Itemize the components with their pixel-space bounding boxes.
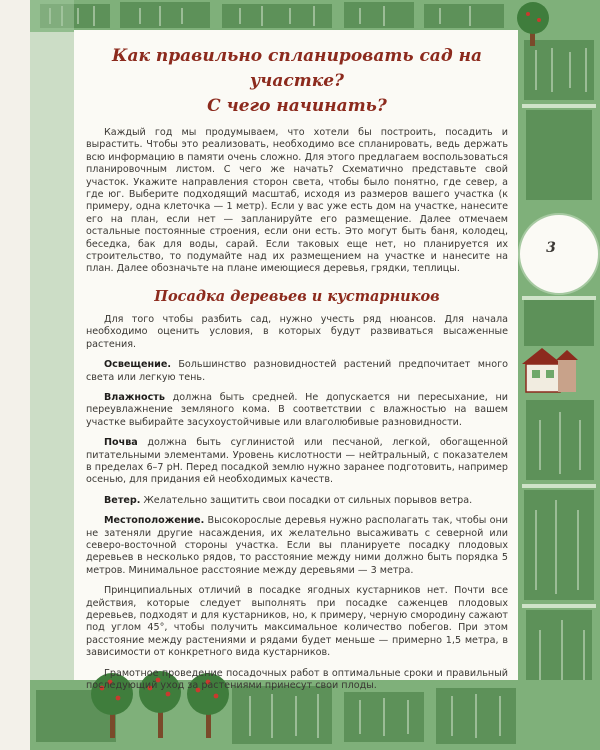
page-number: 3 bbox=[546, 240, 556, 256]
closing-paragraph: Грамотное проведение посадочных работ в оптимальные сроки и правильный последующий уход за растениями принесут свои плоды. bbox=[86, 667, 508, 692]
item-term: Влажность bbox=[104, 391, 165, 403]
page-title-line-2: С чего начинать? bbox=[207, 96, 387, 116]
item-term: Ветер. bbox=[104, 494, 141, 506]
shrubs-paragraph: Принципиальных отличий в посадке ягодных кустарников нет. Почти все действия, которые следует выполнять при посадке саженцев плодовых деревьев, подходят и для кустарников, но, к примеру, черную смородину сажают под углом 45°, чтобы получить максимальное количество побегов. При этом расстояние между растениями и рядами будет меньше — примерно 1,5 метра, в зависимости от конкретного вида кустарников. bbox=[86, 585, 508, 659]
item-soil bbox=[86, 437, 508, 487]
item-term: Местоположение. bbox=[104, 515, 205, 527]
item-text: должна быть средней. Не допускается ни пересыхание, ни переувлажнение земляного кома. В соответствии с влажностью на вашем участке выбирайте засухоустойчивые или влаголюбивые разновидности. bbox=[86, 391, 508, 428]
intro-paragraph: Каждый год мы продумываем, что хотели бы построить, посадить и вырастить. Чтобы это реализовать, необходимо все спланировать, ведь держать всю информацию в памяти очень сложно. Для этого предлагаем воспользоваться планировочным листом. С чего же начать? Схематично представьте свой участок. Укажите направления сторон света, чтобы было понятно, где север, а где юг. Выберите подходящий масштаб, исходя из размеров вашего участка (к примеру, одна клеточка — 1 метр). Если у вас уже есть дом на участке, нанесите его на план, если нет — запланируйте его размещение. Далее отмечаем остальные постоянные строения, если они есть. Это могут быть баня, колодец, беседка, бак для воды, сарай. Если таковых еще нет, но планируется их строительство, то подумайте над их размещением на участке и нанесите на план. Далее обозначьте на плане имеющиеся деревья, грядки, теплицы. bbox=[86, 127, 508, 275]
section-title: Посадка деревьев и кустарников bbox=[154, 287, 440, 305]
section-lead: Для того чтобы разбить сад, нужно учесть ряд нюансов. Для начала необходимо оценить условия, в которых будут развиваться высаженные растения. bbox=[86, 313, 508, 350]
item-text: Желательно защитить свои посадки от сильных порывов ветра. bbox=[140, 494, 473, 506]
tree-illustration-top bbox=[508, 0, 558, 50]
house-illustration bbox=[518, 340, 578, 396]
item-term: Почва bbox=[104, 437, 138, 449]
item-term: Освещение. bbox=[104, 359, 172, 371]
item-text: Большинство разновидностей растений предпочитает много света или легкую тень. bbox=[86, 359, 508, 383]
item-humidity bbox=[86, 392, 508, 429]
item-text: Высокорослые деревья нужно располагать так, чтобы они не затеняли другие насаждения, их желательно высаживать с северной или северо-восточной стороны участка. Если вы планируете посадку плодовых деревьев в несколько рядов, то расстояние между ними должно быть порядка 5 метров. Минимальное расстояние между деревьями — 3 метра. bbox=[86, 515, 508, 576]
item-text: должна быть суглинистой или песчаной, легкой, обогащенной питательными элементами. Уровень кислотности — нейтральный, с показателем в пределах 6–7 pH. Перед посадкой землю нужно заранее подготовить, например осенью, для придания ей необходимых качеств. bbox=[86, 437, 508, 486]
item-location bbox=[86, 515, 508, 577]
page-title-line-1: Как правильно спланировать сад на участке? bbox=[112, 46, 482, 91]
article bbox=[86, 44, 508, 692]
item-wind bbox=[86, 495, 508, 507]
item-lighting bbox=[86, 359, 508, 384]
